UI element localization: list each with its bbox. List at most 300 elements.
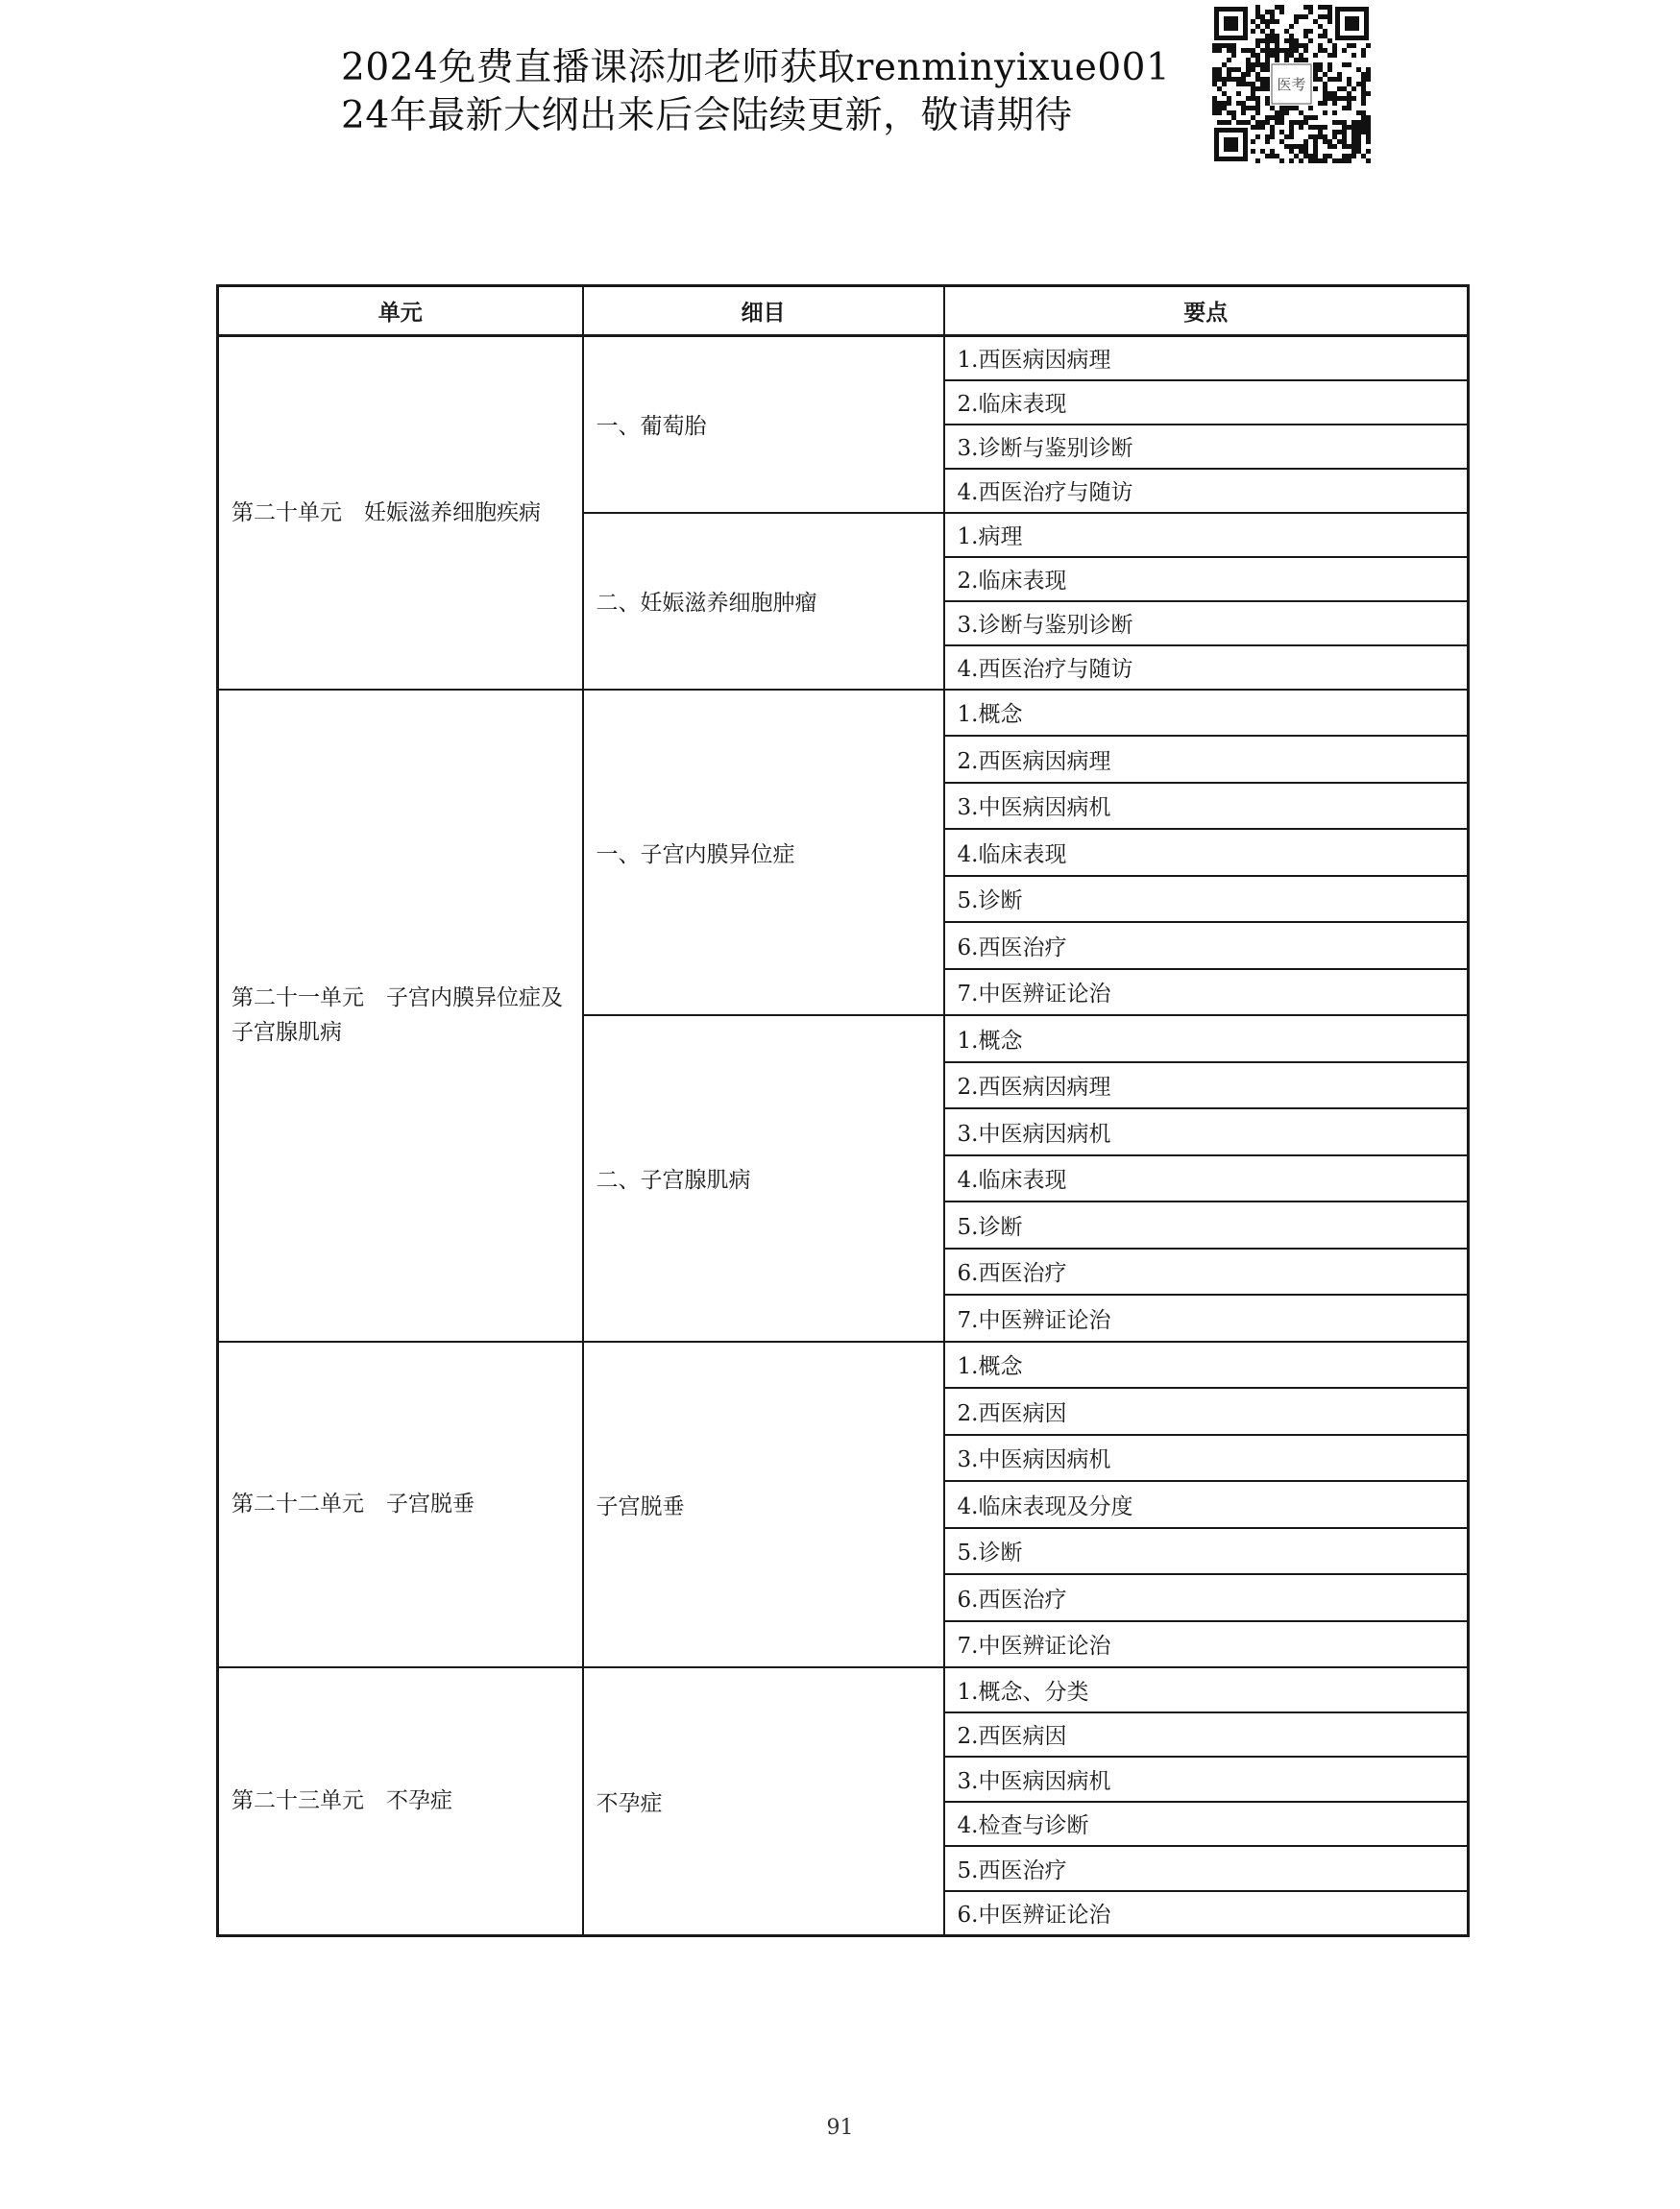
- qr-module: [1294, 120, 1299, 125]
- qr-module: [1255, 125, 1260, 130]
- qr-module: [1265, 115, 1270, 120]
- qr-module: [1299, 125, 1303, 130]
- qr-module: [1275, 154, 1279, 158]
- table-row: [218, 1342, 1469, 1389]
- qr-module: [1270, 130, 1275, 134]
- qr-module: [1265, 96, 1270, 101]
- qr-module: [1265, 154, 1270, 158]
- qr-module: [1246, 120, 1251, 125]
- qr-module: [1342, 120, 1347, 125]
- qr-module: [1308, 115, 1313, 120]
- qr-module: [1337, 139, 1342, 144]
- table-row: [218, 336, 1469, 380]
- qr-module: [1327, 19, 1332, 24]
- qr-module: [1255, 77, 1260, 82]
- qr-module: [1332, 91, 1337, 96]
- point-cell: 1.概念: [944, 1015, 1469, 1062]
- qr-module: [1323, 14, 1327, 19]
- qr-module: [1323, 86, 1327, 91]
- subject-cell: 不孕症: [583, 1667, 944, 1935]
- unit-group: [218, 690, 1469, 1342]
- qr-module: [1289, 48, 1294, 53]
- unit-cell: 第二十三单元 不孕症: [218, 1667, 583, 1935]
- qr-module: [1270, 134, 1275, 139]
- point-cell: 1.病理: [944, 513, 1469, 557]
- point-cell: 1.概念: [944, 690, 1469, 737]
- qr-module: [1236, 120, 1241, 125]
- qr-module: [1294, 144, 1299, 149]
- qr-module: [1332, 77, 1337, 82]
- qr-module: [1212, 72, 1217, 77]
- qr-module: [1212, 77, 1217, 82]
- qr-module: [1342, 96, 1347, 101]
- qr-module: [1217, 106, 1222, 110]
- qr-module: [1241, 82, 1246, 86]
- qr-module: [1251, 149, 1255, 154]
- qr-module: [1222, 62, 1227, 67]
- qr-module: [1366, 67, 1371, 72]
- qr-module: [1217, 43, 1222, 48]
- qr-module: [1342, 134, 1347, 139]
- point-cell: 2.临床表现: [944, 380, 1469, 425]
- point-cell: 6.西医治疗: [944, 1249, 1469, 1296]
- qr-module: [1265, 86, 1270, 91]
- qr-module: [1332, 158, 1337, 163]
- qr-module: [1323, 72, 1327, 77]
- qr-module: [1260, 82, 1265, 86]
- qr-module: [1251, 91, 1255, 96]
- point-cell: 5.诊断: [944, 1202, 1469, 1249]
- qr-module: [1279, 158, 1284, 163]
- qr-module: [1327, 14, 1332, 19]
- qr-module: [1265, 120, 1270, 125]
- qr-module: [1313, 67, 1318, 72]
- unit-group: [218, 336, 1469, 690]
- qr-module: [1251, 53, 1255, 58]
- qr-module: [1231, 67, 1236, 72]
- qr-module: [1284, 134, 1289, 139]
- qr-module: [1251, 67, 1255, 72]
- qr-module: [1318, 77, 1323, 82]
- qr-module: [1279, 120, 1284, 125]
- qr-module: [1332, 144, 1337, 149]
- qr-module: [1351, 86, 1356, 91]
- qr-module: [1231, 115, 1236, 120]
- qr-module: [1289, 158, 1294, 163]
- qr-module: [1318, 125, 1323, 130]
- qr-module: [1318, 43, 1323, 48]
- qr-module: [1255, 5, 1260, 10]
- qr-module: [1222, 82, 1227, 86]
- qr-module: [1222, 106, 1227, 110]
- qr-module: [1361, 154, 1366, 158]
- qr-module: [1270, 10, 1275, 14]
- qr-module: [1265, 19, 1270, 24]
- qr-module: [1299, 53, 1303, 58]
- qr-module: [1289, 149, 1294, 154]
- qr-module: [1227, 120, 1231, 125]
- qr-finder-top-right: [1335, 7, 1369, 40]
- qr-module: [1308, 158, 1313, 163]
- qr-module: [1222, 120, 1227, 125]
- qr-module: [1327, 77, 1332, 82]
- point-cell: 4.临床表现: [944, 1155, 1469, 1202]
- qr-module: [1313, 144, 1318, 149]
- qr-module: [1275, 19, 1279, 24]
- qr-module: [1308, 10, 1313, 14]
- qr-module: [1289, 134, 1294, 139]
- qr-module: [1217, 101, 1222, 106]
- qr-module: [1303, 139, 1308, 144]
- qr-module: [1275, 115, 1279, 120]
- qr-module: [1337, 86, 1342, 91]
- qr-module: [1323, 134, 1327, 139]
- qr-module: [1236, 82, 1241, 86]
- qr-module: [1294, 48, 1299, 53]
- qr-module: [1299, 110, 1303, 115]
- qr-module: [1255, 24, 1260, 29]
- qr-module: [1323, 29, 1327, 34]
- qr-module: [1361, 48, 1366, 53]
- qr-code: [1212, 5, 1371, 163]
- qr-module: [1356, 82, 1361, 86]
- qr-module: [1217, 110, 1222, 115]
- qr-module: [1279, 48, 1284, 53]
- qr-module: [1275, 53, 1279, 58]
- qr-module: [1255, 72, 1260, 77]
- qr-module: [1275, 34, 1279, 38]
- qr-module: [1217, 120, 1222, 125]
- qr-module: [1265, 24, 1270, 29]
- promo-line-2: 24年最新大纲出来后会陆续更新，敬请期待: [341, 94, 1073, 137]
- qr-module: [1284, 58, 1289, 62]
- qr-module: [1303, 5, 1308, 10]
- qr-module: [1260, 48, 1265, 53]
- qr-module: [1313, 72, 1318, 77]
- qr-module: [1318, 34, 1323, 38]
- qr-module: [1308, 5, 1313, 10]
- qr-module: [1217, 77, 1222, 82]
- qr-module: [1327, 139, 1332, 144]
- qr-module: [1318, 62, 1323, 67]
- qr-module: [1327, 96, 1332, 101]
- qr-module: [1251, 29, 1255, 34]
- qr-module: [1227, 58, 1231, 62]
- qr-module: [1332, 43, 1337, 48]
- qr-module: [1299, 14, 1303, 19]
- qr-module: [1327, 38, 1332, 43]
- qr-module: [1318, 14, 1323, 19]
- point-cell: 2.西医病因病理: [944, 1062, 1469, 1109]
- qr-module: [1342, 139, 1347, 144]
- qr-module: [1342, 86, 1347, 91]
- qr-module: [1342, 62, 1347, 67]
- qr-module: [1236, 101, 1241, 106]
- qr-module: [1303, 154, 1308, 158]
- qr-module: [1351, 134, 1356, 139]
- qr-module: [1332, 96, 1337, 101]
- point-cell: 3.中医病因病机: [944, 1435, 1469, 1482]
- qr-module: [1347, 82, 1351, 86]
- qr-module: [1313, 62, 1318, 67]
- qr-module: [1251, 96, 1255, 101]
- qr-module: [1342, 48, 1347, 53]
- qr-module: [1246, 67, 1251, 72]
- qr-module: [1313, 149, 1318, 154]
- point-cell: 7.中医辨证论治: [944, 969, 1469, 1016]
- qr-module: [1255, 96, 1260, 101]
- qr-module: [1299, 58, 1303, 62]
- qr-module: [1270, 48, 1275, 53]
- point-cell: 1.西医病因病理: [944, 336, 1469, 380]
- qr-module: [1323, 154, 1327, 158]
- qr-module: [1255, 101, 1260, 106]
- qr-module: [1241, 77, 1246, 82]
- point-cell: 6.西医治疗: [944, 1574, 1469, 1621]
- qr-module: [1212, 101, 1217, 106]
- qr-module: [1265, 34, 1270, 38]
- qr-module: [1270, 106, 1275, 110]
- qr-module: [1366, 125, 1371, 130]
- point-cell: 6.西医治疗: [944, 922, 1469, 969]
- subject-cell: 一、葡萄胎: [583, 336, 944, 513]
- qr-module: [1279, 10, 1284, 14]
- qr-module: [1270, 38, 1275, 43]
- qr-module: [1342, 154, 1347, 158]
- qr-module: [1279, 106, 1284, 110]
- qr-module: [1366, 134, 1371, 139]
- qr-module: [1337, 130, 1342, 134]
- qr-module: [1337, 158, 1342, 163]
- qr-module: [1366, 91, 1371, 96]
- qr-module: [1236, 77, 1241, 82]
- qr-module: [1366, 120, 1371, 125]
- point-cell: 3.诊断与鉴别诊断: [944, 601, 1469, 645]
- table-row: [218, 1667, 1469, 1712]
- qr-module: [1222, 91, 1227, 96]
- qr-module: [1356, 110, 1361, 115]
- qr-module: [1227, 67, 1231, 72]
- qr-module: [1318, 24, 1323, 29]
- qr-module: [1236, 91, 1241, 96]
- qr-module: [1361, 53, 1366, 58]
- qr-module: [1318, 48, 1323, 53]
- qr-module: [1313, 115, 1318, 120]
- qr-module: [1366, 139, 1371, 144]
- qr-module: [1337, 77, 1342, 82]
- qr-module: [1251, 82, 1255, 86]
- qr-module: [1323, 110, 1327, 115]
- qr-module: [1323, 125, 1327, 130]
- qr-module: [1275, 120, 1279, 125]
- qr-module: [1347, 91, 1351, 96]
- qr-module: [1323, 5, 1327, 10]
- qr-module: [1246, 62, 1251, 67]
- qr-module: [1212, 48, 1217, 53]
- qr-module: [1332, 48, 1337, 53]
- point-cell: 7.中医辨证论治: [944, 1295, 1469, 1342]
- qr-module: [1303, 34, 1308, 38]
- qr-module: [1270, 125, 1275, 130]
- qr-module: [1284, 106, 1289, 110]
- qr-module: [1342, 106, 1347, 110]
- qr-module: [1351, 96, 1356, 101]
- qr-finder-top-left: [1214, 7, 1248, 40]
- qr-module: [1323, 91, 1327, 96]
- subject-cell: 一、子宫内膜异位症: [583, 690, 944, 1016]
- qr-module: [1227, 48, 1231, 53]
- qr-module: [1327, 62, 1332, 67]
- qr-module: [1241, 72, 1246, 77]
- qr-module: [1303, 58, 1308, 62]
- qr-module: [1303, 144, 1308, 149]
- point-cell: 5.西医治疗: [944, 1846, 1469, 1891]
- qr-module: [1347, 43, 1351, 48]
- qr-module: [1231, 77, 1236, 82]
- qr-module: [1323, 82, 1327, 86]
- qr-module: [1270, 19, 1275, 24]
- unit-group: [218, 1342, 1469, 1668]
- qr-module: [1327, 53, 1332, 58]
- qr-module: [1332, 53, 1337, 58]
- qr-module: [1313, 154, 1318, 158]
- qr-module: [1351, 125, 1356, 130]
- qr-module: [1361, 130, 1366, 134]
- qr-module: [1303, 29, 1308, 34]
- qr-module: [1313, 86, 1318, 91]
- qr-module: [1251, 48, 1255, 53]
- qr-module: [1361, 86, 1366, 91]
- qr-module: [1366, 130, 1371, 134]
- qr-module: [1246, 48, 1251, 53]
- qr-module: [1212, 106, 1217, 110]
- point-cell: 4.临床表现及分度: [944, 1481, 1469, 1528]
- qr-module: [1265, 38, 1270, 43]
- qr-module: [1279, 110, 1284, 115]
- qr-module: [1255, 158, 1260, 163]
- qr-module: [1251, 62, 1255, 67]
- qr-module: [1308, 154, 1313, 158]
- point-cell: 2.西医病因: [944, 1388, 1469, 1435]
- qr-module: [1265, 101, 1270, 106]
- qr-module: [1356, 67, 1361, 72]
- qr-module: [1251, 19, 1255, 24]
- qr-module: [1356, 120, 1361, 125]
- qr-module: [1327, 10, 1332, 14]
- qr-module: [1356, 144, 1361, 149]
- qr-center-logo: 医考: [1277, 76, 1306, 93]
- qr-module: [1303, 115, 1308, 120]
- promo-header: [341, 44, 1205, 140]
- point-cell: 1.概念、分类: [944, 1667, 1469, 1712]
- qr-module: [1323, 139, 1327, 144]
- qr-module: [1231, 110, 1236, 115]
- qr-module: [1323, 158, 1327, 163]
- qr-module: [1270, 53, 1275, 58]
- subject-cell: 子宫脱垂: [583, 1342, 944, 1668]
- qr-module: [1289, 144, 1294, 149]
- qr-module: [1251, 125, 1255, 130]
- qr-module: [1231, 43, 1236, 48]
- qr-module: [1222, 43, 1227, 48]
- qr-module: [1255, 38, 1260, 43]
- qr-module: [1366, 158, 1371, 163]
- qr-module: [1255, 58, 1260, 62]
- qr-module: [1347, 125, 1351, 130]
- header-unit: 单元: [218, 286, 583, 336]
- qr-module: [1318, 5, 1323, 10]
- qr-module: [1227, 77, 1231, 82]
- qr-module: [1327, 144, 1332, 149]
- qr-module: [1260, 29, 1265, 34]
- unit-cell: 第二十二单元 子宫脱垂: [218, 1342, 583, 1668]
- qr-module: [1289, 106, 1294, 110]
- qr-module: [1313, 134, 1318, 139]
- qr-module: [1284, 29, 1289, 34]
- qr-module: [1275, 38, 1279, 43]
- qr-module: [1337, 96, 1342, 101]
- qr-module: [1265, 77, 1270, 82]
- qr-module: [1241, 106, 1246, 110]
- qr-module: [1260, 14, 1265, 19]
- qr-module: [1313, 139, 1318, 144]
- qr-module: [1351, 130, 1356, 134]
- qr-module: [1212, 82, 1217, 86]
- qr-module: [1227, 43, 1231, 48]
- qr-module: [1366, 115, 1371, 120]
- qr-module: [1260, 67, 1265, 72]
- qr-module: [1347, 96, 1351, 101]
- qr-module: [1265, 48, 1270, 53]
- qr-module: [1299, 158, 1303, 163]
- syllabus-table: [216, 284, 1470, 1937]
- qr-module: [1270, 29, 1275, 34]
- qr-module: [1260, 62, 1265, 67]
- qr-module: [1260, 125, 1265, 130]
- qr-module: [1255, 106, 1260, 110]
- qr-module: [1289, 43, 1294, 48]
- qr-module: [1260, 149, 1265, 154]
- qr-module: [1299, 144, 1303, 149]
- qr-module: [1265, 53, 1270, 58]
- unit-cell: 第二十一单元 子宫内膜异位症及子宫腺肌病: [218, 690, 583, 1342]
- qr-module: [1308, 38, 1313, 43]
- qr-module: [1303, 149, 1308, 154]
- qr-module: [1289, 130, 1294, 134]
- qr-module: [1251, 139, 1255, 144]
- subject-cell: 二、妊娠滋养细胞肿瘤: [583, 513, 944, 690]
- qr-module: [1318, 101, 1323, 106]
- qr-module: [1279, 115, 1284, 120]
- qr-module: [1265, 139, 1270, 144]
- qr-module: [1337, 120, 1342, 125]
- qr-module: [1327, 91, 1332, 96]
- qr-module: [1246, 96, 1251, 101]
- qr-module: [1361, 125, 1366, 130]
- qr-module: [1275, 48, 1279, 53]
- qr-module: [1342, 125, 1347, 130]
- qr-module: [1356, 134, 1361, 139]
- qr-module: [1255, 120, 1260, 125]
- qr-module: [1299, 120, 1303, 125]
- qr-module: [1255, 110, 1260, 115]
- qr-module: [1231, 48, 1236, 53]
- qr-module: [1347, 154, 1351, 158]
- qr-module: [1327, 5, 1332, 10]
- qr-module: [1255, 43, 1260, 48]
- qr-module: [1366, 72, 1371, 77]
- qr-module: [1351, 149, 1356, 154]
